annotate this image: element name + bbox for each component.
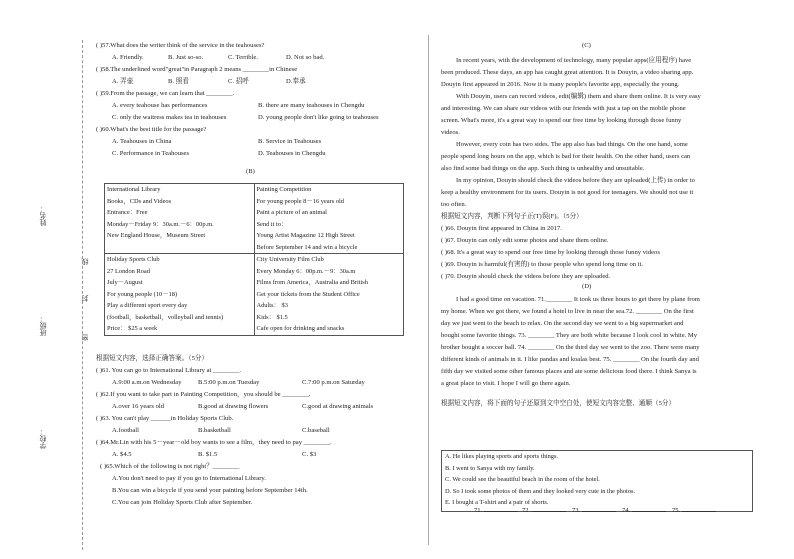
notice-line: International Library [107, 186, 161, 193]
passage-c-line: screen. What's more, it's a great way to spend our free time by looking through those funny [441, 117, 682, 124]
notice-line: Painting Competition [256, 186, 312, 193]
passage-c-line: videos. [441, 129, 460, 136]
option-a: A. He likes playing sports and sports things. [445, 453, 559, 460]
q61-stem: ( )61. You can go to International Library at ________. [96, 367, 242, 374]
name-label: 姓名： [39, 205, 47, 226]
q62-option-a: A.over 16 years old [112, 403, 165, 410]
passage-c-line: However, every coin has two sides. The app also has bad things. On the one hand, some [456, 141, 688, 148]
q57-option-a: A. Friendly. [112, 54, 144, 61]
passage-d-line: brother bought a soccer ball. 74. ________ On the third day we went to the zoo. There were many [441, 344, 700, 351]
school-label: 学校： [39, 428, 47, 449]
notice-line: Every Monday 6：00p.m.－9：30a.m [256, 267, 356, 275]
q62-option-b: B.good at drawing flowers [198, 403, 269, 410]
q65-stem: ( )65.Which of the following is not right？________ [100, 463, 240, 470]
q58-option-c: C. 招呼 [228, 78, 249, 85]
passage-c-line: keep a healthy environment for its users. Douyin is not good for teenagers. We should not use it [441, 189, 694, 196]
q57-stem: ( )57.What does the writer think of the service in the teahouses? [96, 42, 265, 49]
q59-option-a: A. every teahouse has performances [112, 102, 208, 109]
notice-line: July－August [107, 279, 143, 286]
passage-d-line: day we just went to the beach to relax. On the second day we went to a big supermarket and [441, 320, 684, 327]
q64-option-a: A. $4.5 [112, 451, 132, 458]
notice-line: Paint a picture of an animal [256, 209, 327, 216]
tf-item: ( )69. Douyin is harmful(有害的) to those people who spend long time on it. [441, 261, 643, 268]
q58-option-a: A. 弄壶 [112, 78, 134, 85]
answer-blank-74[interactable]: 74. [622, 507, 666, 515]
notice-line: Get your tickets from the Student Office [256, 290, 360, 298]
passage-c-line: and interesting. We can share our videos with our friends with just a tap on the mobile phone [441, 105, 686, 112]
notice-line: Books，CDs and Videos [107, 197, 172, 205]
option-c: C. We could see the beautiful beach in the room of the hotel. [445, 476, 600, 483]
section-b-instruction: 根据短文内容，选择正确答案。（5分） [96, 355, 209, 362]
q58-option-d: D.奉承 [286, 78, 306, 85]
passage-c-line: been produced. These days, an app has caught great attention. It is Douyin, a video sharing app. [441, 69, 694, 76]
q58-stem: ( )58.The underlined word"great"in Paragraph 2 means ________in Chinese [96, 66, 298, 73]
tf-item: ( )68. It's a great way to spend our free time by looking through those funny videos [441, 249, 660, 256]
answer-blank-75[interactable]: 75. [672, 507, 716, 515]
notice-international-library [105, 184, 255, 254]
notice-line: New England House，Museum Street [107, 232, 206, 239]
sentence-options-box [441, 450, 753, 512]
q65-option-c: C.You can join Holiday Sports Club after September. [112, 499, 253, 506]
notice-table [104, 183, 404, 336]
option-e: E. I bought a T-shirt and a pair of shorts. [445, 499, 549, 506]
seal-mark-mi: 密 [81, 334, 89, 341]
passage-d-line: fifth day we visited some other famous places and ate some delicious food there. I think Sanya is [441, 368, 697, 375]
passage-c-line: In recent years, with the development of technology, many popular apps(应用程序) have [456, 57, 692, 64]
notice-painting-competition [254, 184, 404, 254]
section-c-heading: (C) [582, 42, 591, 49]
notice-holiday-sports-club [105, 254, 255, 336]
notice-line: (football，basketball，volleyball and tennis) [107, 313, 224, 321]
q61-option-a: A.9:00 a.m.on Wednesday [112, 379, 182, 386]
section-b-heading: (B) [246, 168, 255, 175]
notice-line: Kids： $1.5 [256, 313, 288, 321]
q63-stem: ( )63. You can't play ______in Holiday Sports Club. [96, 415, 234, 422]
q60-option-d: D. Teahouses in Chengdu [258, 150, 326, 157]
tf-item: ( )66. Douyin first appeared in China in 2017. [441, 225, 562, 232]
passage-c-line: also find some bad things on the app. Such thing is unhealthy and unsuitable. [441, 165, 645, 172]
q57-option-d: D. Not so bad. [286, 54, 325, 61]
notice-line: Before September 14 and win a bicycle [256, 243, 358, 251]
q65-option-b: B.You can win a bicycle if you send your painting before September 14th. [112, 487, 308, 494]
q65-option-a: A.You don't need to pay if you go to International Library. [112, 475, 266, 482]
notice-line: Monday－Friday 9：30a.m.－6：00p.m. [107, 220, 214, 228]
answer-blank-71[interactable]: 71. [474, 507, 518, 515]
q64-option-b: B. $1.5 [198, 451, 218, 458]
q63-option-a: A.football [112, 427, 139, 434]
q58-option-b: B. 照看 [168, 78, 189, 85]
notice-line: Films from America，Australia and British [256, 279, 368, 286]
notice-line: Price： $25 a week [107, 325, 158, 332]
passage-d-line: my home. When we got there, we found a hotel to live in near the sea.72. ________ On the first [441, 308, 694, 315]
section-c-instruction: 根据短文内容，判断下列句子正(T)误(F)。（5分） [441, 213, 583, 220]
tf-item: ( )67. Douyin can only edit some photos and share them online. [441, 237, 609, 244]
q60-option-b: B. Service in Teahouses [258, 138, 322, 145]
q62-stem: ( )62.If you want to take part in Painting Competition，you should be ________. [96, 391, 311, 398]
notice-line: 27 London Road [107, 267, 150, 275]
class-label: 班级： [39, 315, 47, 336]
passage-d-line: different kinds of animals in it. I like pandas and koalas best. 75. ________ On the fourth day and [441, 356, 699, 363]
notice-line: For young people 8－16 years old [256, 197, 345, 205]
passage-c-line: With Douyin, users can record videos, edit(编辑) them and share them online. It is very easy [456, 93, 701, 100]
notice-line: City University Film Club [256, 256, 324, 263]
section-d-heading: (D) [582, 283, 592, 290]
section-d-instruction: 根据短文内容，将下面的句子还原到文中空白处，使短文内容完整、通顺（5分） [441, 400, 676, 407]
passage-d-line: I had a good time on vacation. 71.________ It took us three hours to get there by plane from [456, 296, 700, 303]
notice-line: Young Artist Magazine 12 High Street [256, 232, 355, 239]
q63-option-c: C.baseball [302, 427, 330, 434]
notice-line: Send it to： [256, 220, 288, 228]
passage-c-line: In my opinion, Douyin should check the videos before they are uploaded(上传) in order to [456, 177, 695, 184]
notice-line: Play a different sport every day [107, 302, 188, 309]
seal-mark-feng: 封 [81, 295, 89, 302]
q64-option-c: C. $3 [302, 451, 317, 458]
q59-option-b: B. there are many teahouses in Chengdu [258, 102, 365, 109]
passage-d-line: a great place to visit. I hope I will go there again. [441, 380, 571, 387]
column-divider [428, 35, 429, 545]
passage-c-line: Douyin first appeared in 2016. Now it is many people's favorite app, especially the young. [441, 81, 680, 88]
q62-option-c: C.good at drawing animals [302, 403, 374, 410]
q59-stem: ( )59.From the passage, we can learn that ________. [96, 90, 235, 97]
notice-film-club [254, 254, 404, 336]
passage-d-line: bought some favorite things. 73. ________ They are both white because I look cool in white. My [441, 332, 698, 339]
passage-c-line: people spend long hours on the app, which is bad for their health. On the other hand, users can [441, 153, 691, 160]
q61-option-c: C.7:00 p.m.on Saturday [302, 379, 365, 386]
answer-blank-72[interactable]: 72. [522, 507, 566, 515]
q59-option-d: D. young people don't like going to teahouses [258, 114, 379, 121]
q60-stem: ( )60.What's the best title for the passage? [96, 126, 207, 133]
tf-item: ( )70. Douyin should check the videos before they are uploaded. [441, 273, 611, 280]
notice-line: Adults： $3 [256, 302, 288, 309]
notice-line: Cafe open for drinking and snacks [256, 325, 345, 332]
q59-option-c: C. only the waitress makes tea in teahouses [112, 114, 227, 121]
q60-option-a: A. Teahouses in China [112, 138, 172, 145]
option-b: B. I went to Sanya with my family. [445, 464, 535, 472]
seal-mark-xian: 线 [81, 258, 89, 265]
binding-dashed-line [82, 40, 83, 550]
passage-c-line: too often. [441, 201, 467, 208]
answer-blank-73[interactable]: 73. [572, 507, 616, 515]
notice-line: Entrance：Free [107, 209, 148, 216]
q60-option-c: C. Performance in Teahouses [112, 150, 190, 157]
q61-option-b: B.5:00 p.m.on Tuesday [198, 379, 260, 386]
q64-stem: ( )64.Mr.Lin with his 5－year－old boy wants to see a film，they need to pay ________. [96, 439, 332, 446]
notice-line: For young people (10－18) [107, 290, 178, 298]
q57-option-c: C. Terrible. [228, 54, 258, 61]
notice-line: Holiday Sports Club [107, 256, 160, 263]
option-d: D. So I took some photos of them and they looked very cute in the photos. [445, 487, 636, 495]
q63-option-b: B.basketball [198, 427, 231, 434]
q57-option-b: B. Just so-so. [168, 54, 204, 61]
